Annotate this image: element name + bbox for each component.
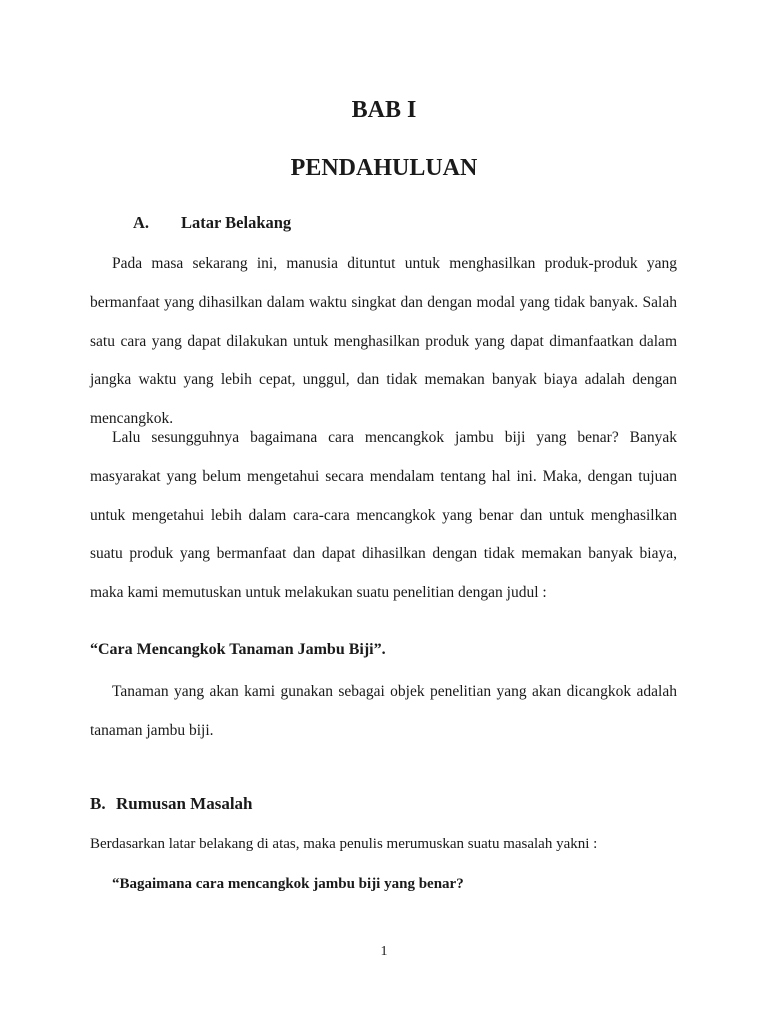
page-number: 1: [380, 944, 388, 959]
section-a-heading: [133, 211, 291, 235]
problem-question: “Bagaimana cara mencangkok jambu biji yang benar?: [112, 876, 464, 892]
section-a-number: A.: [133, 213, 150, 232]
background-paragraph-3: Tanaman yang akan kami gunakan sebagai objek penelitian yang akan dicangkok adalah tanaman jambu biji.: [90, 683, 677, 739]
research-title: “Cara Mencangkok Tanaman Jambu Biji”.: [90, 641, 386, 658]
section-a-title: Latar Belakang: [181, 213, 292, 232]
chapter-number: BAB I: [351, 97, 417, 123]
background-paragraph-1: Pada masa sekarang ini, manusia dituntut untuk menghasilkan produk-produk yang bermanfaat yang dihasilkan dalam waktu singkat dan dengan modal yang tidak banyak. Salah satu cara yang dapat dilakukan untuk menghasilkan produk yang dapat dimanfaatkan dalam jangka waktu yang lebih cepat, unggul, dan tidak memakan banyak biaya adalah dengan mencangkok.: [90, 255, 677, 428]
problem-intro: Berdasarkan latar belakang di atas, maka penulis merumuskan suatu masalah yakni :: [90, 836, 598, 852]
section-b-title: Rumusan Masalah: [116, 794, 253, 813]
background-paragraph-2: Lalu sesungguhnya bagaimana cara mencangkok jambu biji yang benar? Banyak masyarakat yang belum mengetahui secara mendalam tentang hal ini. Maka, dengan tujuan untuk mengetahui lebih dalam cara-cara mencangkok yang benar dan untuk menghasilkan suatu produk yang bermanfaat dan dapat dihasilkan dengan tidak memakan banyak biaya, maka kami memutuskan untuk melakukan suatu penelitian dengan judul :: [90, 429, 677, 602]
section-b-number: B.: [90, 794, 106, 813]
chapter-title: PENDAHULUAN: [290, 155, 478, 181]
section-b-heading: [90, 792, 253, 816]
